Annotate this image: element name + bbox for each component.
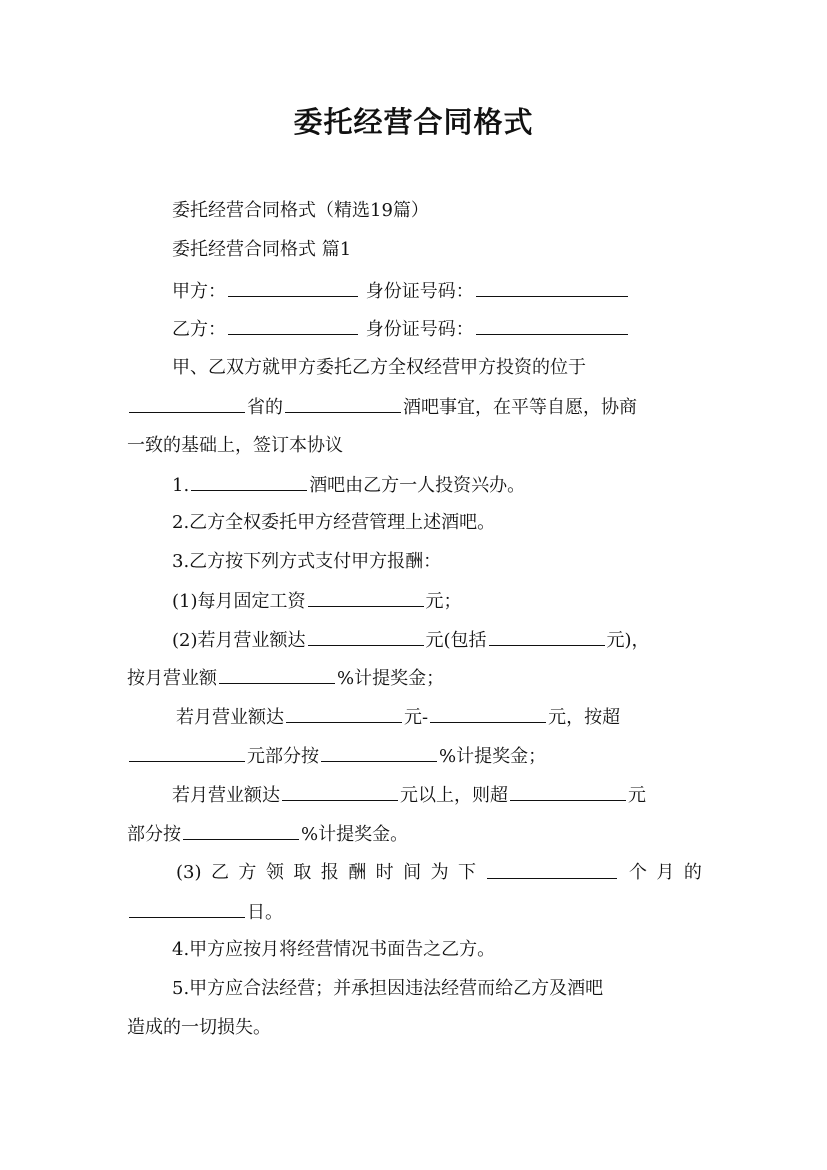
- paragraph-line: [127, 744, 702, 769]
- text-span: 领: [265, 862, 284, 883]
- text-span: (3): [176, 862, 202, 883]
- revenue-blank: [282, 783, 398, 801]
- text-span: 时: [375, 862, 394, 883]
- paragraph-line: [176, 705, 702, 730]
- text-span: 元，按超: [548, 707, 621, 728]
- text-span: 部分按: [127, 824, 181, 845]
- paragraph-line: [127, 900, 702, 925]
- text-span: 下: [458, 862, 477, 883]
- text-span: 取: [293, 862, 312, 883]
- paragraph-line: [127, 395, 702, 420]
- clause-3-2: [172, 628, 702, 653]
- bar-blank: [191, 473, 307, 491]
- text-span: 酬: [348, 862, 367, 883]
- text-span: 元: [628, 785, 646, 806]
- paragraph-line: 一致的基础上，签订本协议: [127, 435, 343, 456]
- party-a-line: [172, 279, 702, 304]
- percent-blank: [219, 666, 335, 684]
- text-span: 省的: [247, 397, 283, 418]
- day-blank: [129, 900, 245, 918]
- text-span: 报: [320, 862, 339, 883]
- province-blank: [129, 395, 245, 413]
- text-span: 间: [403, 862, 422, 883]
- text-span: 元(包括: [425, 630, 487, 651]
- section-heading: 委托经营合同格式 篇1: [172, 239, 352, 260]
- clause-3-1: [172, 589, 702, 614]
- text-span: 1.: [172, 475, 190, 496]
- text-span: 元-: [404, 707, 429, 728]
- text-span: 个: [628, 862, 647, 883]
- text-span: 若月营业额达: [172, 785, 280, 806]
- clause-4: 4.甲方应按月将经营情况书面告之乙方。: [172, 939, 496, 960]
- text-span: 乙: [210, 862, 229, 883]
- party-b-line: [172, 317, 702, 342]
- text-span: %计提奖金；: [337, 668, 445, 689]
- subtitle-line: 委托经营合同格式（精选19篇）: [172, 200, 429, 221]
- party-a-id-blank: [476, 279, 628, 297]
- text-span: 元部分按: [247, 746, 319, 767]
- month-blank: [487, 861, 617, 879]
- party-b-id-blank: [476, 317, 628, 335]
- include-blank: [489, 628, 605, 646]
- party-b-name-blank: [228, 317, 358, 335]
- document-title: 委托经营合同格式: [293, 105, 534, 139]
- id-number-label: 身份证号码：: [365, 281, 474, 302]
- text-span: 方: [238, 862, 257, 883]
- clause-2: 2.乙方全权委托甲方经营管理上述酒吧。: [172, 512, 496, 533]
- text-span: 日。: [247, 902, 283, 923]
- text-span: 按月营业额: [127, 668, 217, 689]
- paragraph-line: [127, 822, 702, 847]
- excess-blank: [129, 744, 245, 762]
- text-span: (2)若月营业额达: [172, 630, 306, 651]
- salary-blank: [308, 589, 424, 607]
- paragraph-line: [127, 666, 702, 691]
- text-span: 酒吧事宜，在平等自愿，协商: [403, 397, 637, 418]
- text-span: 元以上，则超: [400, 785, 508, 806]
- bar-name-blank: [285, 395, 401, 413]
- clause-3-3: [176, 861, 702, 885]
- party-a-label: 甲方：: [172, 281, 226, 302]
- range-high-blank: [430, 705, 546, 723]
- revenue-blank: [308, 628, 424, 646]
- text-span: 的: [683, 862, 702, 883]
- paragraph-line: 甲、乙双方就甲方委托乙方全权经营甲方投资的位于: [172, 357, 586, 378]
- excess-blank: [510, 783, 626, 801]
- text-span: (1)每月固定工资: [172, 591, 306, 612]
- percent-blank: [183, 822, 299, 840]
- text-span: 酒吧由乙方一人投资兴办。: [309, 475, 526, 496]
- text-span: 为: [430, 862, 449, 883]
- paragraph-line: [172, 783, 702, 808]
- party-b-label: 乙方：: [172, 319, 226, 340]
- party-a-name-blank: [228, 279, 358, 297]
- text-span: 若月营业额达: [176, 707, 284, 728]
- paragraph-line: 造成的一切损失。: [127, 1017, 271, 1038]
- text-span: 元)，: [606, 630, 650, 651]
- text-span: %计提奖金。: [301, 824, 409, 845]
- text-span: 月: [656, 862, 675, 883]
- percent-blank: [321, 744, 437, 762]
- text-span: %计提奖金；: [439, 746, 547, 767]
- clause-3: 3.乙方按下列方式支付甲方报酬：: [172, 551, 442, 572]
- range-low-blank: [286, 705, 402, 723]
- id-number-label: 身份证号码：: [365, 319, 474, 340]
- clause-5: 5.甲方应合法经营；并承担因违法经营而给乙方及酒吧: [172, 978, 604, 999]
- text-span: 元；: [425, 591, 462, 612]
- clause-1: [172, 473, 702, 498]
